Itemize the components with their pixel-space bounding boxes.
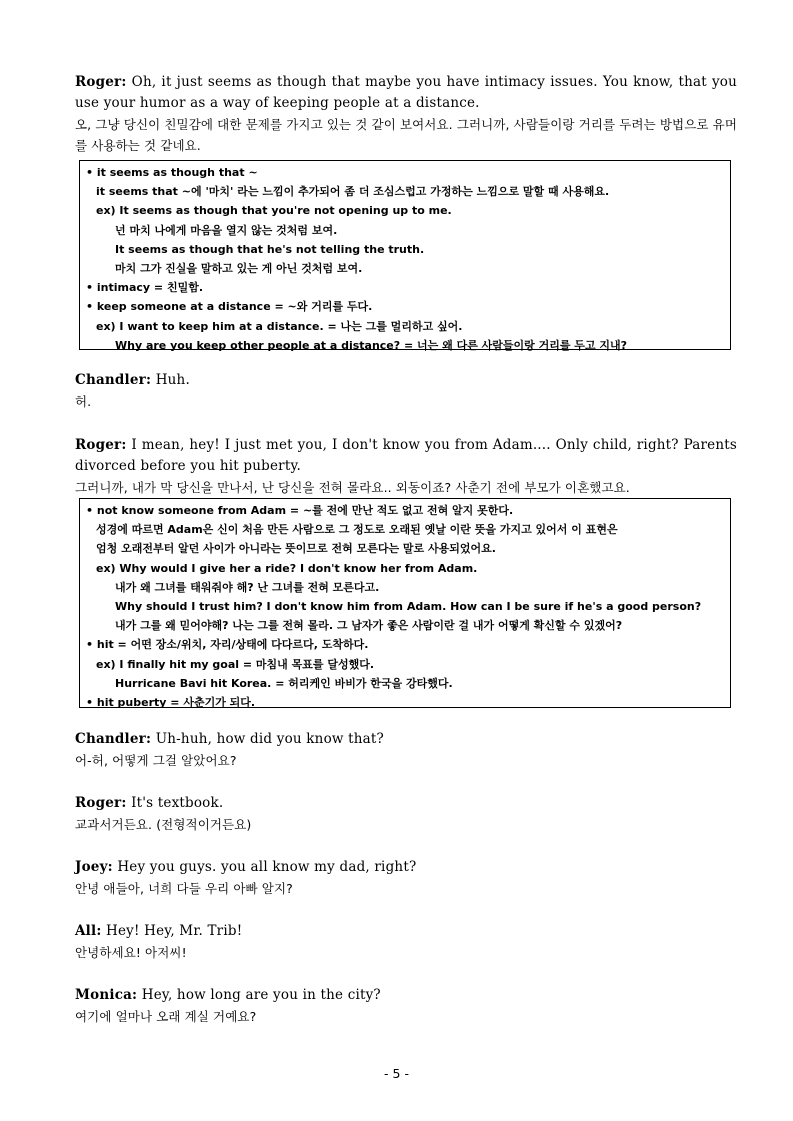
page-number: - 5 - — [384, 1066, 409, 1081]
english-line — [75, 729, 737, 750]
note-line: It seems as though that he's not telling the truth. — [115, 242, 425, 256]
note-line: • keep someone at a distance = ~와 거리를 두다. — [86, 300, 373, 314]
english-text: Hey, how long are you in the city? — [141, 987, 381, 1003]
vocab-note-box-2 — [79, 498, 731, 708]
dialogue-all-1 — [75, 921, 737, 963]
english-line — [75, 793, 737, 814]
english-text: Hey! Hey, Mr. Trib! — [106, 923, 243, 939]
note-line: 성경에 따르면 Adam은 신이 처음 만든 사람으로 그 정도로 오래된 옛날 이란 뜻을 가지고 있어서 이 표현은 — [96, 523, 618, 537]
dialogue-roger-2 — [75, 435, 737, 498]
korean-translation: 안녕 애들아, 너희 다들 우리 아빠 알지? — [75, 881, 293, 896]
note-line: 마치 그가 진실을 말하고 있는 게 아닌 것처럼 보여. — [115, 262, 363, 276]
speaker-name: Roger: — [75, 795, 127, 811]
korean-translation: 허. — [75, 394, 92, 409]
speaker-name: Chandler: — [75, 372, 152, 388]
speaker-name: Chandler: — [75, 731, 152, 747]
english-text: Hey you guys. you all know my dad, right? — [117, 859, 417, 875]
korean-translation: 어-허, 어떻게 그걸 알았어요? — [75, 753, 237, 768]
english-line — [75, 985, 737, 1006]
dialogue-monica-1 — [75, 985, 737, 1027]
note-line: ex) I want to keep him at a distance. = 나는 그를 멀리하고 싶어. — [96, 319, 463, 333]
english-line — [75, 921, 737, 942]
note-line: Why should I trust him? I don't know him from Adam. How can I be sure if he's a good person? — [115, 600, 702, 614]
english-line — [75, 857, 737, 878]
note-line: 엄청 오래전부터 알던 사이가 아니라는 뜻이므로 전혀 모른다는 말로 사용되었어요. — [96, 542, 496, 556]
note-line: 내가 그를 왜 믿어야해? 나는 그를 전혀 몰라. 그 남자가 좋은 사람이란 걸 내가 어떻게 확신할 수 있겠어? — [115, 619, 623, 633]
korean-translation: 안녕하세요! 아저씨! — [75, 945, 187, 960]
korean-translation: 교과서거든요. (전형적이거든요) — [75, 817, 252, 832]
note-line: Why are you keep other people at a distance? = 너는 왜 다른 사람들이랑 거리를 두고 지내? — [115, 338, 628, 352]
korean-translation: 오, 그냥 당신이 친밀감에 대한 문제를 가지고 있는 것 같이 보여서요. 그러니까, 사람들이랑 거리를 두려는 방법으로 유머를 사용하는 것 같네요. — [75, 117, 737, 153]
korean-translation: 그러니까, 내가 막 당신을 만나서, 난 당신을 전혀 몰라요.. 외동이죠? 사춘기 전에 부모가 이혼했고요. — [75, 480, 630, 495]
note-line: ex) It seems as though that you're not opening up to me. — [96, 204, 452, 218]
dialogue-roger-3 — [75, 793, 737, 835]
note-line: • hit puberty = 사춘기가 되다. — [86, 696, 256, 710]
note-line: ex) Why would I give her a ride? I don't know her from Adam. — [96, 561, 478, 575]
note-line: • it seems as though that ~ — [86, 166, 258, 179]
note-line: ex) I finally hit my goal = 마침내 목표를 달성했다. — [96, 657, 375, 671]
speaker-name: Monica: — [75, 987, 138, 1003]
speaker-name: Joey: — [75, 859, 113, 875]
english-line — [75, 72, 737, 114]
english-text: Uh-huh, how did you know that? — [155, 731, 384, 747]
speaker-name: Roger: — [75, 74, 127, 90]
note-line: • not know someone from Adam = ~를 전에 만난 적도 없고 전혀 알지 못한다. — [86, 504, 514, 517]
english-text: Huh. — [155, 372, 190, 388]
note-line: 넌 마치 나에게 마음을 열지 않는 것처럼 보여. — [115, 223, 338, 237]
dialogue-roger-1 — [75, 72, 737, 156]
english-text: It's textbook. — [131, 795, 224, 811]
dialogue-chandler-1 — [75, 370, 737, 412]
note-line: • intimacy = 친밀함. — [86, 281, 203, 295]
speaker-name: Roger: — [75, 437, 127, 453]
note-line: • hit = 어떤 장소/위치, 자리/상태에 다다르다, 도착하다. — [86, 638, 369, 652]
speaker-name: All: — [75, 923, 102, 939]
english-text: I mean, hey! I just met you, I don't know you from Adam.... Only child, right? Parents divorced before you hit puberty. — [75, 437, 737, 474]
english-line — [75, 435, 737, 477]
note-line: 내가 왜 그녀를 태워줘야 해? 난 그녀를 전혀 모른다고. — [115, 580, 380, 594]
note-line: it seems that ~에 '마치' 라는 느낌이 추가되어 좀 더 조심스럽고 가정하는 느낌으로 말할 때 사용해요. — [96, 185, 610, 199]
english-text: Oh, it just seems as though that maybe you have intimacy issues. You know, that you use your humor as a way of keeping people at a distance. — [75, 74, 737, 111]
korean-translation: 여기에 얼마나 오래 계실 거예요? — [75, 1009, 257, 1024]
vocab-note-box-1 — [79, 160, 731, 350]
english-line — [75, 370, 737, 391]
dialogue-chandler-2 — [75, 729, 737, 771]
note-line: Hurricane Bavi hit Korea. = 허리케인 바비가 한국을 강타했다. — [115, 676, 453, 690]
dialogue-joey-1 — [75, 857, 737, 899]
